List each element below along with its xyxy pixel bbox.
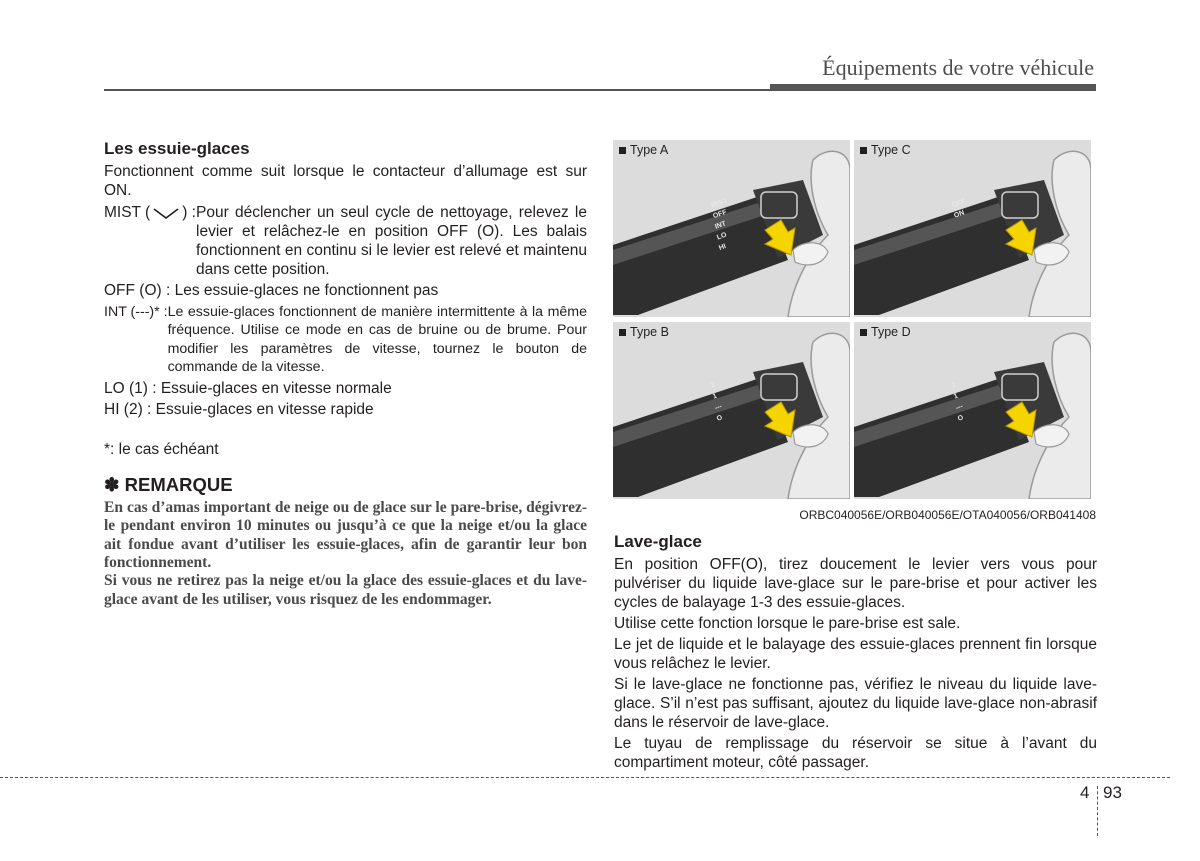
panel-type-a bbox=[613, 140, 850, 317]
lever-mark: 1 bbox=[952, 392, 959, 401]
header-rule-accent bbox=[770, 84, 1096, 90]
figure-caption: ORBC040056E/ORB040056E/OTA040056/ORB041408 bbox=[799, 508, 1096, 522]
mist-item bbox=[104, 203, 587, 279]
washer-p2: Utilise cette fonction lorsque le pare-brise est sale. bbox=[614, 615, 961, 632]
running-header: Équipements de votre véhicule bbox=[822, 55, 1094, 80]
lever-mark: 2 bbox=[950, 381, 957, 390]
lever-mark: LO bbox=[716, 231, 728, 242]
mist-symbol-icon bbox=[152, 206, 180, 220]
lever-mark: OFF bbox=[951, 197, 967, 210]
wipers-heading: Les essuie-glaces bbox=[104, 139, 250, 158]
wiper-lever-illustration bbox=[854, 140, 1091, 317]
int-desc: Le essuie-glaces fonctionnent de manière intermittente à la même fréquence. Utilise ce mode en cas de bruine ou de brume. Pour modifier les paramètres de vitesse, tournez le bouton de commande de la vitesse. bbox=[167, 304, 587, 375]
int-term: INT (---)* : bbox=[104, 304, 168, 320]
square-bullet-icon bbox=[860, 329, 867, 336]
panel-label: Type C bbox=[860, 143, 911, 157]
square-bullet-icon bbox=[860, 147, 867, 154]
hi-line: HI (2) : Essuie-glaces en vitesse rapide bbox=[104, 401, 374, 419]
lever-mark: ON bbox=[953, 209, 966, 220]
page-number: 93 bbox=[1103, 783, 1122, 802]
right-column bbox=[614, 531, 1097, 772]
panel-type-b bbox=[613, 322, 850, 499]
washer-heading: Lave-glace bbox=[614, 532, 702, 551]
panel-type-c bbox=[854, 140, 1091, 317]
washer-p1: En position OFF(O), tirez doucement le levier vers vous pour pulvériser du liquide lave-glace sur le pare-brise et pour activer les cycles de balayage 1-3 des essuie-glaces. bbox=[614, 556, 1097, 611]
wiper-lever-illustration bbox=[854, 322, 1091, 499]
lo-line: LO (1) : Essuie-glaces en vitesse normale bbox=[104, 380, 392, 398]
wiper-lever-illustration bbox=[613, 322, 850, 499]
lever-mark: 1 bbox=[711, 392, 718, 401]
wipers-intro: Fonctionnent comme suit lorsque le contacteur d’allumage est sur ON. bbox=[104, 163, 587, 199]
lever-mark: O bbox=[715, 414, 724, 423]
footer-rule bbox=[0, 777, 1170, 778]
chapter-number: 4 bbox=[1080, 783, 1090, 802]
lever-mark: OFF bbox=[712, 208, 728, 221]
washer-p4: Si le lave-glace ne fonctionne pas, vérifiez le niveau du liquide lave-glace. S’il n’est pas suffisant, ajoutez du liquide lave-glace non-abrasif dans le réservoir de lave-glace. bbox=[614, 676, 1097, 731]
lever-mark: INT bbox=[714, 220, 728, 231]
panel-label: Type A bbox=[619, 143, 668, 157]
lever-mark: HI bbox=[718, 243, 727, 252]
panel-label: Type D bbox=[860, 325, 911, 339]
lever-mark: 2 bbox=[709, 381, 716, 390]
note-paragraph-1: En cas d’amas important de neige ou de glace sur le pare-brise, dégivrez-le pendant environ 10 minutes ou jusqu’à ce que la neige et/ou la glace ait fondue avant d’utiliser les essuie-glaces, afin de garantir leur bon fonctionnement. bbox=[104, 499, 587, 572]
square-bullet-icon bbox=[619, 329, 626, 336]
footnote: *: le cas échéant bbox=[104, 441, 219, 459]
lever-mark: --- bbox=[955, 403, 964, 412]
note-paragraph-2: Si vous ne retirez pas la neige et/ou la glace des essuie-glaces et du lave-glace avant de les utiliser, vous risquez de les endommager. bbox=[104, 572, 587, 608]
panel-label: Type B bbox=[619, 325, 669, 339]
washer-p3: Le jet de liquide et le balayage des essuie-glaces prennent fin lorsque vous relâchez le levier. bbox=[614, 636, 1097, 672]
lever-mark: O bbox=[956, 414, 965, 423]
lever-mark: MIST bbox=[710, 197, 729, 210]
wiper-lever-illustration bbox=[613, 140, 850, 317]
left-column bbox=[104, 138, 587, 609]
note-title: ✽ REMARQUE bbox=[104, 474, 233, 496]
square-bullet-icon bbox=[619, 147, 626, 154]
lever-mark: --- bbox=[714, 403, 723, 412]
off-line: OFF (O) : Les essuie-glaces ne fonctionnent pas bbox=[104, 282, 439, 299]
int-item bbox=[104, 303, 587, 376]
washer-p5: Le tuyau de remplissage du réservoir se situe à l’avant du compartiment moteur, côté passager. bbox=[614, 735, 1097, 771]
panel-type-d bbox=[854, 322, 1091, 499]
mist-desc: Pour déclencher un seul cycle de nettoyage, relevez le levier et relâchez-le en position OFF (O). Les balais fonctionnent en continu si le levier est relevé et maintenu dans cette position. bbox=[196, 204, 587, 278]
mist-term: MIST ( ) : bbox=[104, 204, 196, 221]
page-separator bbox=[1097, 786, 1098, 836]
